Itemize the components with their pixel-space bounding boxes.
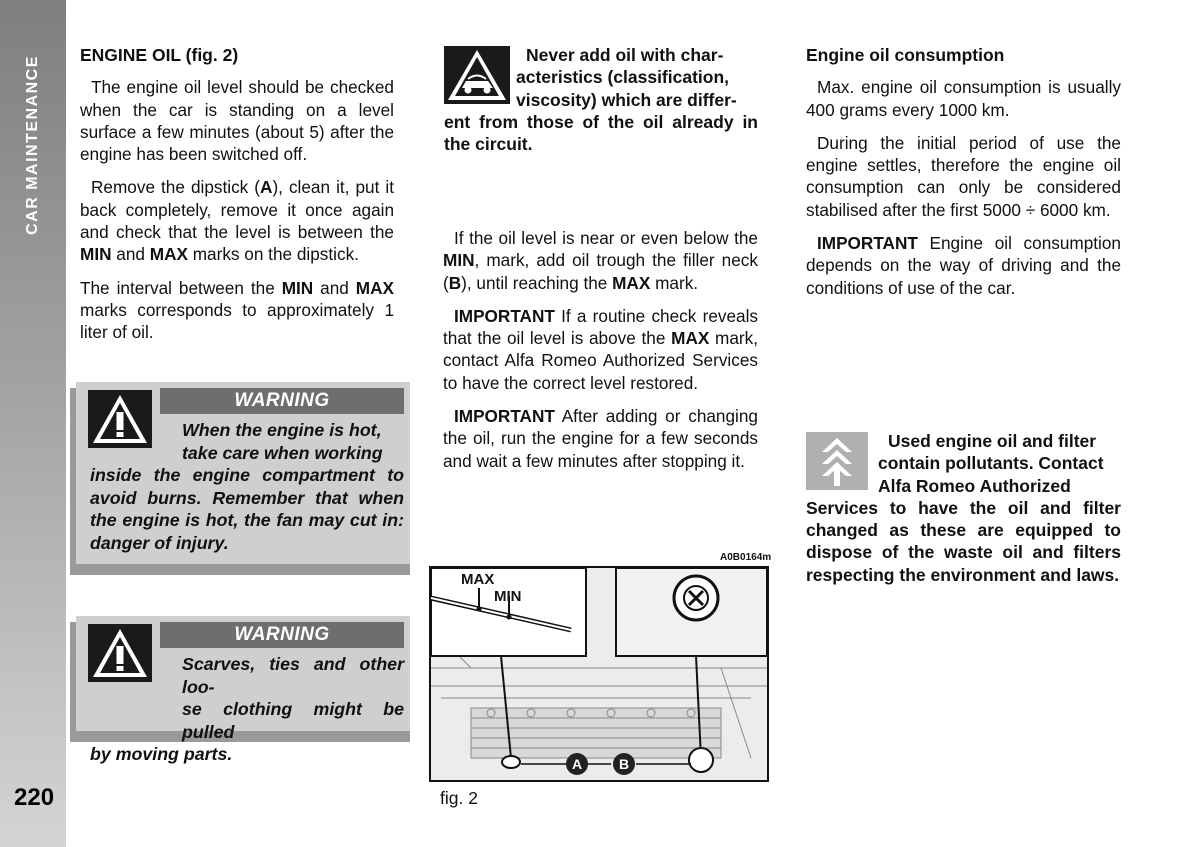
min-label: MIN — [494, 588, 522, 605]
warning-box — [76, 616, 410, 764]
paragraph: During the initial period of use the engine settles, therefore the engine oil consumption can only be considered stabilised after the first 5000 ÷ 6000 km. — [806, 132, 1121, 220]
page-number: 220 — [14, 784, 55, 811]
right-column — [806, 44, 1121, 310]
middle-column — [443, 227, 758, 483]
warning-box — [76, 382, 410, 564]
figure-caption: fig. 2 — [440, 788, 478, 808]
marker-b: B — [618, 756, 630, 772]
engine-oil-heading: ENGINE OIL (fig. 2) — [80, 45, 239, 65]
warning-text: When the engine is hot, take care when working inside the engine compartment to avoid burns. Remember that when the engine is hot, the fan may cut in: danger of injury. — [90, 420, 404, 553]
warning-label: WARNING — [160, 622, 404, 648]
paragraph: IMPORTANT After adding or changing the oil, run the engine for a few seconds and wait a few minutes after stopping it. — [443, 406, 758, 471]
section-title: CAR MAINTENANCE — [24, 55, 41, 235]
warning-label: WARNING — [160, 388, 404, 414]
paragraph: Remove the dipstick (A), clean it, put it back completely, remove it once again and check that the level is between the MIN and MAX marks on the dipstick. — [80, 177, 394, 265]
environment-text: Used engine oil and filter contain pollutants. Contact Alfa Romeo Authorized Services to have the oil and filter changed as these are equipped to dispose of the waste oil and filters respecting the environment and laws. — [806, 431, 1121, 585]
sidebar-band — [0, 0, 66, 847]
caution-text: Never add oil with char- acteristics (classification, viscosity) which are differ- ent from those of the oil already in the circuit. — [444, 45, 758, 155]
paragraph: The interval between the MIN and MAX marks corresponds to approximately 1 liter of oil. — [80, 277, 394, 343]
paragraph: The engine oil level should be checked when the car is standing on a level surface a few minutes (about 5) after the engine has been switched off. — [80, 77, 394, 165]
paragraph: IMPORTANT Engine oil consumption depends on the way of driving and the conditions of use of the car. — [806, 233, 1121, 298]
oil-consumption-heading: Engine oil consumption — [806, 45, 1005, 65]
figure-code: A0B0164m — [720, 552, 772, 563]
warning-text: Scarves, ties and other loo- se clothing might be pulled by moving parts. — [90, 654, 404, 764]
paragraph: IMPORTANT If a routine check reveals that the oil level is above the MAX mark, contact Alfa Romeo Authorized Services to have the correct level restored. — [443, 305, 758, 393]
left-column — [80, 44, 394, 355]
marker-a: A — [571, 756, 583, 772]
paragraph: Max. engine oil consumption is usually 400 grams every 1000 km. — [806, 77, 1121, 120]
engine-illustration — [431, 568, 767, 780]
engine-figure — [429, 566, 769, 782]
paragraph: If the oil level is near or even below the MIN, mark, add oil trough the filler neck (B), until reaching the MAX mark. — [443, 228, 758, 293]
max-label: MAX — [461, 571, 495, 588]
